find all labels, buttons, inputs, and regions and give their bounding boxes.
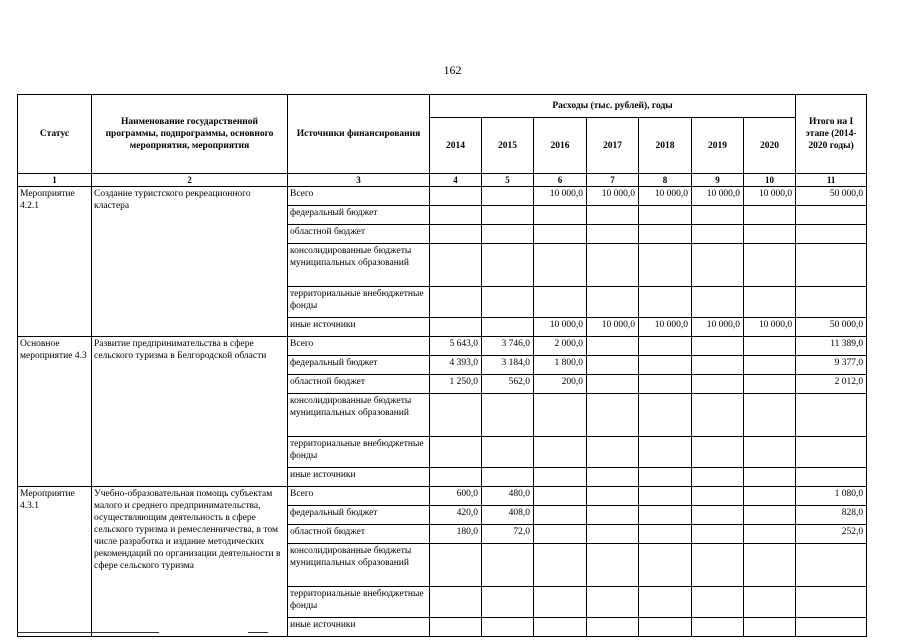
value-cell bbox=[744, 506, 796, 525]
total-cell: 9 377,0 bbox=[796, 356, 867, 375]
value-cell bbox=[744, 375, 796, 394]
source-cell: Всего bbox=[288, 337, 430, 356]
value-cell bbox=[744, 487, 796, 506]
status-cell: Основное мероприятие 4.3 bbox=[18, 337, 92, 487]
value-cell: 3 184,0 bbox=[482, 356, 534, 375]
value-cell bbox=[639, 468, 692, 487]
column-number-row bbox=[18, 174, 867, 187]
value-cell: 200,0 bbox=[534, 375, 587, 394]
header-status: Статус bbox=[18, 95, 92, 174]
total-cell bbox=[796, 437, 867, 468]
column-number: 2 bbox=[92, 174, 288, 187]
value-cell bbox=[430, 544, 482, 587]
column-number: 11 bbox=[796, 174, 867, 187]
total-cell bbox=[796, 287, 867, 318]
value-cell: 1 800,0 bbox=[534, 356, 587, 375]
value-cell: 10 000,0 bbox=[587, 187, 639, 206]
value-cell bbox=[587, 544, 639, 587]
value-cell bbox=[692, 244, 744, 287]
table-row bbox=[18, 187, 867, 206]
value-cell: 180,0 bbox=[430, 525, 482, 544]
column-number: 7 bbox=[587, 174, 639, 187]
value-cell bbox=[534, 394, 587, 437]
value-cell bbox=[482, 618, 534, 637]
value-cell bbox=[692, 356, 744, 375]
value-cell bbox=[430, 187, 482, 206]
value-cell: 562,0 bbox=[482, 375, 534, 394]
value-cell bbox=[587, 468, 639, 487]
value-cell bbox=[430, 318, 482, 337]
value-cell bbox=[587, 618, 639, 637]
value-cell: 600,0 bbox=[430, 487, 482, 506]
value-cell bbox=[587, 506, 639, 525]
value-cell bbox=[587, 337, 639, 356]
source-cell: территориальные внебюджетные фонды bbox=[288, 587, 430, 618]
value-cell bbox=[482, 225, 534, 244]
header-year: 2014 bbox=[430, 118, 482, 174]
value-cell: 2 000,0 bbox=[534, 337, 587, 356]
value-cell bbox=[587, 375, 639, 394]
value-cell bbox=[534, 487, 587, 506]
value-cell: 420,0 bbox=[430, 506, 482, 525]
value-cell bbox=[482, 544, 534, 587]
value-cell bbox=[482, 437, 534, 468]
value-cell bbox=[430, 225, 482, 244]
scan-edge-line bbox=[248, 632, 268, 633]
value-cell bbox=[430, 206, 482, 225]
value-cell bbox=[430, 468, 482, 487]
value-cell bbox=[744, 206, 796, 225]
source-cell: иные источники bbox=[288, 468, 430, 487]
value-cell bbox=[430, 437, 482, 468]
source-cell: территориальные внебюджетные фонды bbox=[288, 287, 430, 318]
source-cell: федеральный бюджет bbox=[288, 356, 430, 375]
header-expenses: Расходы (тыс. рублей), годы bbox=[430, 95, 796, 118]
value-cell bbox=[639, 225, 692, 244]
table-row bbox=[18, 337, 867, 356]
value-cell bbox=[639, 244, 692, 287]
header-year: 2020 bbox=[744, 118, 796, 174]
value-cell bbox=[639, 525, 692, 544]
value-cell bbox=[744, 437, 796, 468]
value-cell bbox=[587, 394, 639, 437]
total-cell bbox=[796, 587, 867, 618]
value-cell bbox=[744, 525, 796, 544]
source-cell: иные источники bbox=[288, 318, 430, 337]
value-cell: 480,0 bbox=[482, 487, 534, 506]
value-cell bbox=[692, 375, 744, 394]
value-cell bbox=[534, 468, 587, 487]
status-cell: Мероприятие 4.3.1 bbox=[18, 487, 92, 637]
value-cell bbox=[534, 437, 587, 468]
value-cell bbox=[482, 206, 534, 225]
value-cell bbox=[692, 525, 744, 544]
header-total: Итого на I этапе (2014-2020 годы) bbox=[796, 95, 867, 174]
value-cell: 10 000,0 bbox=[534, 318, 587, 337]
value-cell bbox=[692, 225, 744, 244]
value-cell: 5 643,0 bbox=[430, 337, 482, 356]
column-number: 1 bbox=[18, 174, 92, 187]
table-row bbox=[18, 487, 867, 506]
total-cell: 11 389,0 bbox=[796, 337, 867, 356]
value-cell bbox=[534, 206, 587, 225]
value-cell bbox=[744, 544, 796, 587]
value-cell bbox=[587, 487, 639, 506]
value-cell bbox=[587, 244, 639, 287]
value-cell bbox=[587, 437, 639, 468]
header-year: 2017 bbox=[587, 118, 639, 174]
source-cell: федеральный бюджет bbox=[288, 206, 430, 225]
total-cell bbox=[796, 394, 867, 437]
value-cell bbox=[639, 356, 692, 375]
total-cell: 2 012,0 bbox=[796, 375, 867, 394]
value-cell bbox=[744, 356, 796, 375]
value-cell bbox=[639, 618, 692, 637]
value-cell bbox=[744, 225, 796, 244]
total-cell bbox=[796, 225, 867, 244]
source-cell: областной бюджет bbox=[288, 525, 430, 544]
value-cell bbox=[587, 225, 639, 244]
value-cell bbox=[482, 187, 534, 206]
value-cell: 10 000,0 bbox=[639, 318, 692, 337]
value-cell: 10 000,0 bbox=[587, 318, 639, 337]
value-cell bbox=[534, 587, 587, 618]
value-cell bbox=[692, 506, 744, 525]
value-cell bbox=[744, 587, 796, 618]
value-cell bbox=[534, 618, 587, 637]
page-number: 162 bbox=[443, 63, 462, 77]
value-cell: 10 000,0 bbox=[692, 187, 744, 206]
source-cell: консолидированные бюджеты муниципальных образований bbox=[288, 244, 430, 287]
budget-table bbox=[17, 94, 867, 637]
value-cell: 10 000,0 bbox=[744, 318, 796, 337]
total-cell bbox=[796, 468, 867, 487]
total-cell bbox=[796, 544, 867, 587]
name-cell: Создание туристского рекреационного кластера bbox=[92, 187, 288, 337]
header-year: 2019 bbox=[692, 118, 744, 174]
value-cell bbox=[692, 544, 744, 587]
value-cell: 72,0 bbox=[482, 525, 534, 544]
value-cell bbox=[430, 587, 482, 618]
name-cell: Учебно-образовательная помощь субъектам малого и среднего предпринимательства, осуществляющим деятельность в сфере сельского туризма и ремесленничества, в том числе разработка и издание методических рекомендаций по организации деятельности в сфере сельского туризма bbox=[92, 487, 288, 637]
value-cell bbox=[639, 394, 692, 437]
value-cell bbox=[692, 487, 744, 506]
header-name: Наименование государственной программы, подпрограммы, основного мероприятия, мероприятия bbox=[92, 95, 288, 174]
value-cell: 10 000,0 bbox=[534, 187, 587, 206]
value-cell bbox=[482, 587, 534, 618]
column-number: 6 bbox=[534, 174, 587, 187]
column-number: 5 bbox=[482, 174, 534, 187]
source-cell: территориальные внебюджетные фонды bbox=[288, 437, 430, 468]
value-cell bbox=[639, 375, 692, 394]
source-cell: федеральный бюджет bbox=[288, 506, 430, 525]
value-cell bbox=[639, 544, 692, 587]
value-cell bbox=[744, 244, 796, 287]
status-cell: Мероприятие 4.2.1 bbox=[18, 187, 92, 337]
source-cell: консолидированные бюджеты муниципальных образований bbox=[288, 394, 430, 437]
value-cell: 10 000,0 bbox=[639, 187, 692, 206]
source-cell: иные источники bbox=[288, 618, 430, 637]
value-cell: 10 000,0 bbox=[744, 187, 796, 206]
value-cell bbox=[534, 525, 587, 544]
value-cell: 4 393,0 bbox=[430, 356, 482, 375]
value-cell bbox=[639, 287, 692, 318]
value-cell bbox=[534, 225, 587, 244]
value-cell: 3 746,0 bbox=[482, 337, 534, 356]
total-cell: 252,0 bbox=[796, 525, 867, 544]
value-cell bbox=[692, 468, 744, 487]
source-cell: областной бюджет bbox=[288, 375, 430, 394]
value-cell bbox=[587, 356, 639, 375]
value-cell bbox=[587, 206, 639, 225]
value-cell bbox=[692, 206, 744, 225]
total-cell: 828,0 bbox=[796, 506, 867, 525]
value-cell bbox=[744, 394, 796, 437]
value-cell bbox=[692, 618, 744, 637]
value-cell: 10 000,0 bbox=[692, 318, 744, 337]
scan-edge-line bbox=[17, 632, 159, 633]
header-year: 2018 bbox=[639, 118, 692, 174]
source-cell: Всего bbox=[288, 487, 430, 506]
value-cell bbox=[744, 337, 796, 356]
value-cell bbox=[639, 337, 692, 356]
value-cell bbox=[692, 587, 744, 618]
source-cell: Всего bbox=[288, 187, 430, 206]
total-cell bbox=[796, 618, 867, 637]
value-cell bbox=[482, 244, 534, 287]
total-cell bbox=[796, 206, 867, 225]
value-cell bbox=[430, 618, 482, 637]
value-cell bbox=[639, 206, 692, 225]
value-cell bbox=[482, 287, 534, 318]
value-cell bbox=[587, 525, 639, 544]
value-cell bbox=[482, 318, 534, 337]
header-year: 2016 bbox=[534, 118, 587, 174]
value-cell bbox=[744, 618, 796, 637]
column-number: 3 bbox=[288, 174, 430, 187]
value-cell bbox=[692, 437, 744, 468]
value-cell bbox=[430, 394, 482, 437]
value-cell bbox=[744, 287, 796, 318]
column-number: 8 bbox=[639, 174, 692, 187]
total-cell bbox=[796, 244, 867, 287]
column-number: 9 bbox=[692, 174, 744, 187]
value-cell bbox=[482, 394, 534, 437]
value-cell bbox=[639, 437, 692, 468]
value-cell bbox=[744, 468, 796, 487]
value-cell bbox=[692, 337, 744, 356]
value-cell bbox=[692, 287, 744, 318]
value-cell bbox=[482, 468, 534, 487]
value-cell: 408,0 bbox=[482, 506, 534, 525]
header-year: 2015 bbox=[482, 118, 534, 174]
value-cell: 1 250,0 bbox=[430, 375, 482, 394]
value-cell bbox=[692, 394, 744, 437]
value-cell bbox=[587, 287, 639, 318]
header-sources: Источники финансирования bbox=[288, 95, 430, 174]
value-cell bbox=[534, 244, 587, 287]
value-cell bbox=[534, 506, 587, 525]
name-cell: Развитие предпринимательства в сфере сельского туризма в Белгородской области bbox=[92, 337, 288, 487]
total-cell: 1 080,0 bbox=[796, 487, 867, 506]
value-cell bbox=[430, 244, 482, 287]
total-cell: 50 000,0 bbox=[796, 187, 867, 206]
value-cell bbox=[639, 587, 692, 618]
total-cell: 50 000,0 bbox=[796, 318, 867, 337]
column-number: 4 bbox=[430, 174, 482, 187]
value-cell bbox=[430, 287, 482, 318]
source-cell: консолидированные бюджеты муниципальных образований bbox=[288, 544, 430, 587]
value-cell bbox=[587, 587, 639, 618]
value-cell bbox=[534, 287, 587, 318]
column-number: 10 bbox=[744, 174, 796, 187]
source-cell: областной бюджет bbox=[288, 225, 430, 244]
value-cell bbox=[639, 487, 692, 506]
value-cell bbox=[639, 506, 692, 525]
value-cell bbox=[534, 544, 587, 587]
